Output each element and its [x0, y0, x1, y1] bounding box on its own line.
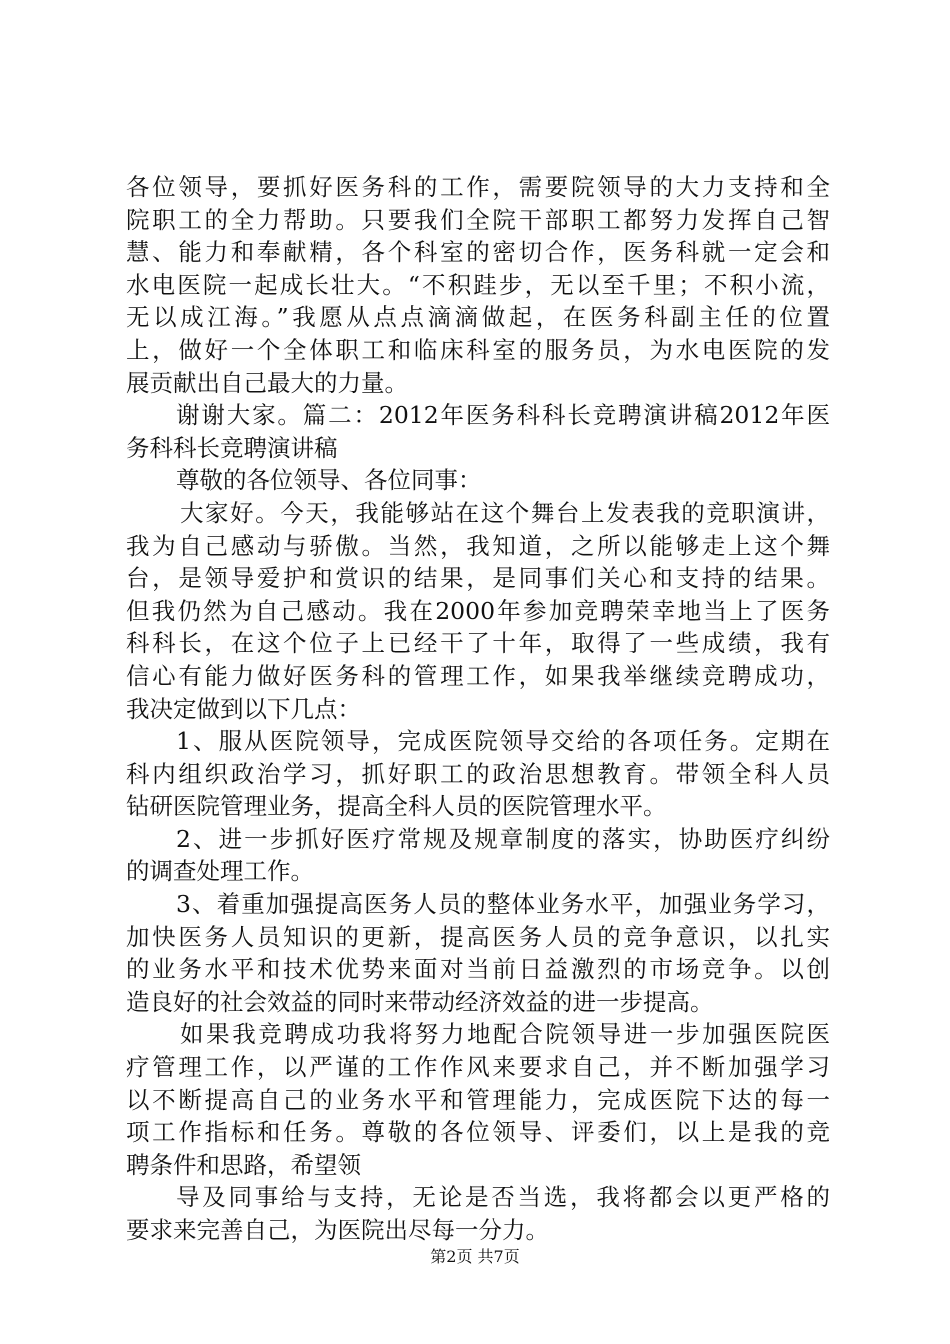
text-line: 水电医院一起成长壮大。“不积跬步，无以至千里；不积小流， — [126, 270, 830, 299]
text-line: 3、着重加强提高医务人员的整体业务水平，加强业务学习， — [176, 890, 830, 919]
text-line: 2、进一步抓好医疗常规及规章制度的落实，协助医疗纠纷 — [176, 824, 830, 853]
text-line: 大家好。今天，我能够站在这个舞台上发表我的竞职演讲， — [180, 498, 830, 527]
text-line: 1、服从医院领导，完成医院领导交给的各项任务。定期在 — [176, 727, 830, 756]
text-line: 科科长，在这个位子上已经干了十年，取得了一些成绩，我有 — [126, 629, 830, 658]
text-line: 务科科长竞聘演讲稿 — [126, 433, 338, 462]
text-line: 但我仍然为自己感动。我在2000年参加竞聘荣幸地当上了医务 — [126, 596, 830, 625]
text-line: 谢谢大家。篇二：2012年医务科科长竞聘演讲稿2012年医 — [176, 401, 830, 430]
text-line: 我为自己感动与骄傲。当然，我知道，之所以能够走上这个舞 — [126, 531, 830, 560]
text-line: 慧、能力和奉献精，各个科室的密切合作，医务科就一定会和 — [126, 238, 830, 267]
document-body — [126, 171, 830, 1247]
text-line: 各位领导，要抓好医务科的工作，需要院领导的大力支持和全 — [126, 173, 830, 201]
text-line: 上，做好一个全体职工和临床科室的服务员，为水电医院的发 — [126, 335, 830, 364]
text-line: 聘条件和思路，希望领 — [126, 1150, 361, 1179]
text-line: 信心有能力做好医务科的管理工作，如果我举继续竞聘成功， — [126, 661, 830, 690]
text-line: 科内组织政治学习，抓好职工的政治思想教育。带领全科人员 — [126, 759, 830, 788]
text-line: 疗管理工作，以严谨的工作作风来要求自己，并不断加强学习 — [126, 1053, 830, 1082]
text-line: 导及同事给与支持，无论是否当选，我将都会以更严格的 — [176, 1183, 830, 1212]
text-line: 台，是领导爱护和赏识的结果，是同事们关心和支持的结果。 — [126, 564, 830, 593]
text-line: 展贡献出自己最大的力量。 — [126, 368, 408, 397]
text-line: 要求来完善自己，为医院出尽每一分力。 — [126, 1216, 549, 1244]
text-line: 造良好的社会效益的同时来带动经济效益的进一步提高。 — [126, 987, 714, 1016]
text-line: 尊敬的各位领导、各位同事： — [176, 466, 482, 495]
text-line: 钻研医院管理业务，提高全科人员的医院管理水平。 — [126, 792, 667, 821]
text-line: 项工作指标和任务。尊敬的各位领导、评委们，以上是我的竞 — [126, 1118, 830, 1147]
text-line: 的业务水平和技术优势来面对当前日益激烈的市场竞争。以创 — [126, 955, 830, 984]
text-line: 加快医务人员知识的更新，提高医务人员的竞争意识，以扎实 — [126, 922, 830, 951]
page-footer: 第2页 共7页 — [430, 1247, 520, 1266]
text-line: 院职工的全力帮助。只要我们全院干部职工都努力发挥自己智 — [126, 205, 830, 234]
text-line: 的调查处理工作。 — [126, 857, 314, 886]
text-line: 无以成江海。”我愿从点点滴滴做起，在医务科副主任的位置 — [126, 303, 830, 332]
text-line: 我决定做到以下几点： — [126, 694, 361, 723]
text-line: 以不断提高自己的业务水平和管理能力，完成医院下达的每一 — [126, 1085, 830, 1114]
text-line: 如果我竞聘成功我将努力地配合院领导进一步加强医院医 — [180, 1020, 830, 1049]
